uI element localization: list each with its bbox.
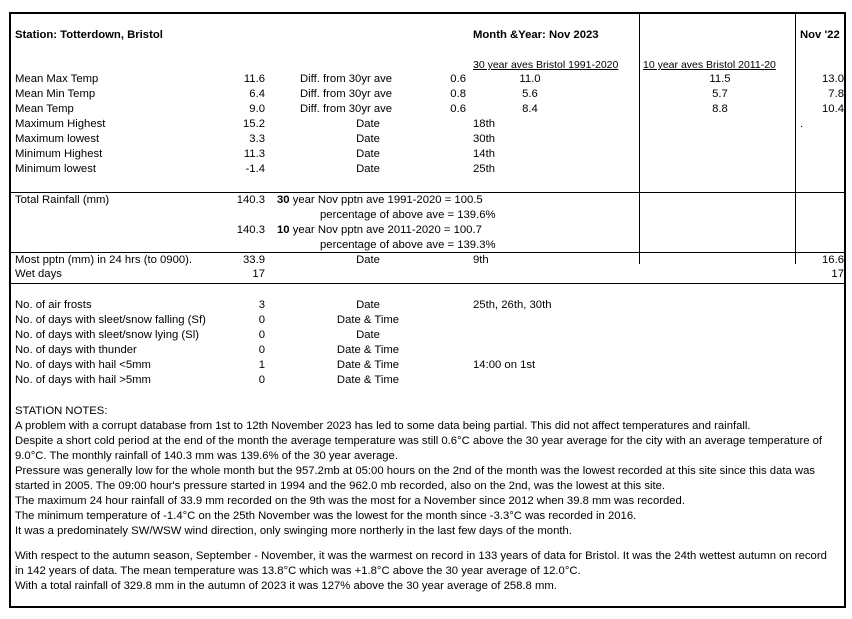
row-label: Minimum Highest <box>15 148 103 160</box>
most-pptn-prev: 16.6 <box>822 254 844 266</box>
notes-title: STATION NOTES: <box>15 405 108 417</box>
row-value: -1.4 <box>245 163 265 175</box>
date-label: Date <box>356 299 380 311</box>
row-value: 11.6 <box>243 73 265 85</box>
most-pptn-date: 9th <box>473 254 489 266</box>
note-line: A problem with a corrupt database from 1st to 12th November 2023 has led to some data being partial. This did not affect temperatures and rainfall. <box>15 420 751 432</box>
most-pptn-label: Most pptn (mm) in 24 hrs (to 0900). <box>15 254 193 266</box>
divider-after-wet <box>10 283 845 284</box>
row-label: No. of days with sleet/snow lying (Sl) <box>15 329 199 341</box>
ave10-value: 8.8 <box>712 103 728 115</box>
row-label: No. of days with thunder <box>15 344 137 356</box>
detail: 14:00 on 1st <box>473 359 536 371</box>
season-line: With a total rainfall of 329.8 mm in the autumn of 2023 it was 127% above the 30 year average of 258.8 mm. <box>15 580 557 592</box>
note-line: It was a predominately SW/WSW wind direction, only swinging more northerly in the last few days of the month. <box>15 525 572 537</box>
station-title: Station: Totterdown, Bristol <box>15 29 163 41</box>
row-label: Mean Temp <box>15 103 74 115</box>
diff-value: 0.6 <box>450 73 466 85</box>
ave30-value: 11.0 <box>519 73 541 85</box>
station-notes <box>15 404 835 539</box>
prev-value: 7.8 <box>828 88 844 100</box>
row-label: Mean Max Temp <box>15 73 99 85</box>
divider-col-prev-left <box>795 13 796 264</box>
note-line: The minimum temperature of -1.4°C on the 25th November was the lowest for the month since -3.3°C was recorded in 2016. <box>15 510 637 522</box>
note-line: Despite a short cold period at the end of the month the average temperature was still 0.6°C above the 30 year average for the city with an average temperature of 9.0°C. The monthly rainfall of 140.3 mm was 139.6% of the 30 year average. <box>15 435 823 462</box>
prev-value: . <box>800 118 804 130</box>
rainfall-10yr-line <box>277 223 482 238</box>
diff-value: 0.6 <box>450 103 466 115</box>
row-value: 0 <box>258 329 265 341</box>
row-value: 0 <box>258 314 265 326</box>
divider-col-10yr-left <box>639 13 640 193</box>
ave30-value: 5.6 <box>522 88 538 100</box>
row-label: Maximum lowest <box>15 133 100 145</box>
date-value: 14th <box>473 148 495 160</box>
prev-value: 13.0 <box>822 73 844 85</box>
diff-value: 0.8 <box>450 88 466 100</box>
rainfall-30yr-line <box>277 193 483 208</box>
row-value: 1 <box>258 359 265 371</box>
prev-year-title: Nov '22 <box>800 29 840 41</box>
rainfall-30yr-pct: percentage of above ave = 139.6% <box>320 209 496 221</box>
ave10-value: 11.5 <box>709 73 731 85</box>
row-value: 3.3 <box>249 133 265 145</box>
row-label: Minimum lowest <box>15 163 96 175</box>
row-label: No. of air frosts <box>15 299 92 311</box>
date-label: Date <box>356 329 380 341</box>
month-year-title: Month &Year: Nov 2023 <box>473 29 599 41</box>
rainfall-10yr-pct: percentage of above ave = 139.3% <box>320 239 496 251</box>
row-value: 9.0 <box>249 103 265 115</box>
row-label: No. of days with hail >5mm <box>15 374 151 386</box>
divider-col-10yr-left-rain <box>639 193 640 264</box>
rainfall-30yr-text: year Nov pptn ave 1991-2020 = 100.5 <box>289 194 483 206</box>
rainfall-10yr-text: year Nov pptn ave 2011-2020 = 100.7 <box>289 224 482 236</box>
season-line: With respect to the autumn season, September - November, it was the warmest on record in 133 years of data for Bristol. It was the 24th wettest autumn on record in 142 years of data. The mean temperature was 13.8°C which was +1.8°C above the 30 year average of 12.0°C. <box>15 550 827 577</box>
most-pptn-date-label: Date <box>356 254 380 266</box>
ave10-value: 5.7 <box>712 88 728 100</box>
date-label: Date <box>356 148 380 160</box>
row-value: 3 <box>258 299 265 311</box>
rainfall-label: Total Rainfall (mm) <box>15 194 110 206</box>
date-value: 25th <box>473 163 495 175</box>
ave-10yr-header: 10 year aves Bristol 2011-20 <box>643 59 776 71</box>
row-value: 0 <box>258 374 265 386</box>
note-line: Pressure was generally low for the whole month but the 957.2mb at 05:00 hours on the 2nd of the month was the lowest recorded at this site since this data was started in 2005. The 09:00 hour's pressure started in 1994 and the 962.0 mb recorded, also on the 2nd, was the lowest at this site. <box>15 465 816 492</box>
wet-days-prev: 17 <box>831 268 844 280</box>
date-label: Date <box>356 163 380 175</box>
diff-label: Diff. from 30yr ave <box>300 88 393 100</box>
date-value: 18th <box>473 118 495 130</box>
season-notes <box>15 549 835 594</box>
row-label: Maximum Highest <box>15 118 106 130</box>
row-value: 0 <box>258 344 265 356</box>
row-label: Mean Min Temp <box>15 88 96 100</box>
rainfall-value-30: 140.3 <box>236 194 265 206</box>
row-value: 6.4 <box>249 88 265 100</box>
detail: 25th, 26th, 30th <box>473 299 552 311</box>
date-value: 30th <box>473 133 495 145</box>
row-label: No. of days with sleet/snow falling (Sf) <box>15 314 206 326</box>
date-label: Date <box>356 133 380 145</box>
rainfall-value-10: 140.3 <box>236 224 265 236</box>
row-value: 11.3 <box>243 148 265 160</box>
date-label: Date & Time <box>336 314 400 326</box>
ave-30yr-header: 30 year aves Bristol 1991-2020 <box>473 59 619 71</box>
date-label: Date & Time <box>336 374 400 386</box>
date-label: Date & Time <box>336 359 400 371</box>
row-value: 15.2 <box>243 118 265 130</box>
wet-days-label: Wet days <box>15 268 62 280</box>
diff-label: Diff. from 30yr ave <box>300 103 393 115</box>
wet-days-value: 17 <box>252 268 265 280</box>
rainfall-10yr-bold: 10 <box>277 224 290 236</box>
row-label: No. of days with hail <5mm <box>15 359 151 371</box>
ave30-value: 8.4 <box>522 103 538 115</box>
rainfall-30yr-bold: 30 <box>277 194 290 206</box>
date-label: Date <box>356 118 380 130</box>
prev-value: 10.4 <box>822 103 844 115</box>
diff-label: Diff. from 30yr ave <box>300 73 393 85</box>
most-pptn-value: 33.9 <box>243 254 265 266</box>
date-label: Date & Time <box>336 344 400 356</box>
note-line: The maximum 24 hour rainfall of 33.9 mm recorded on the 9th was the most for a November since 2012 when 39.8 mm was recorded. <box>15 495 685 507</box>
